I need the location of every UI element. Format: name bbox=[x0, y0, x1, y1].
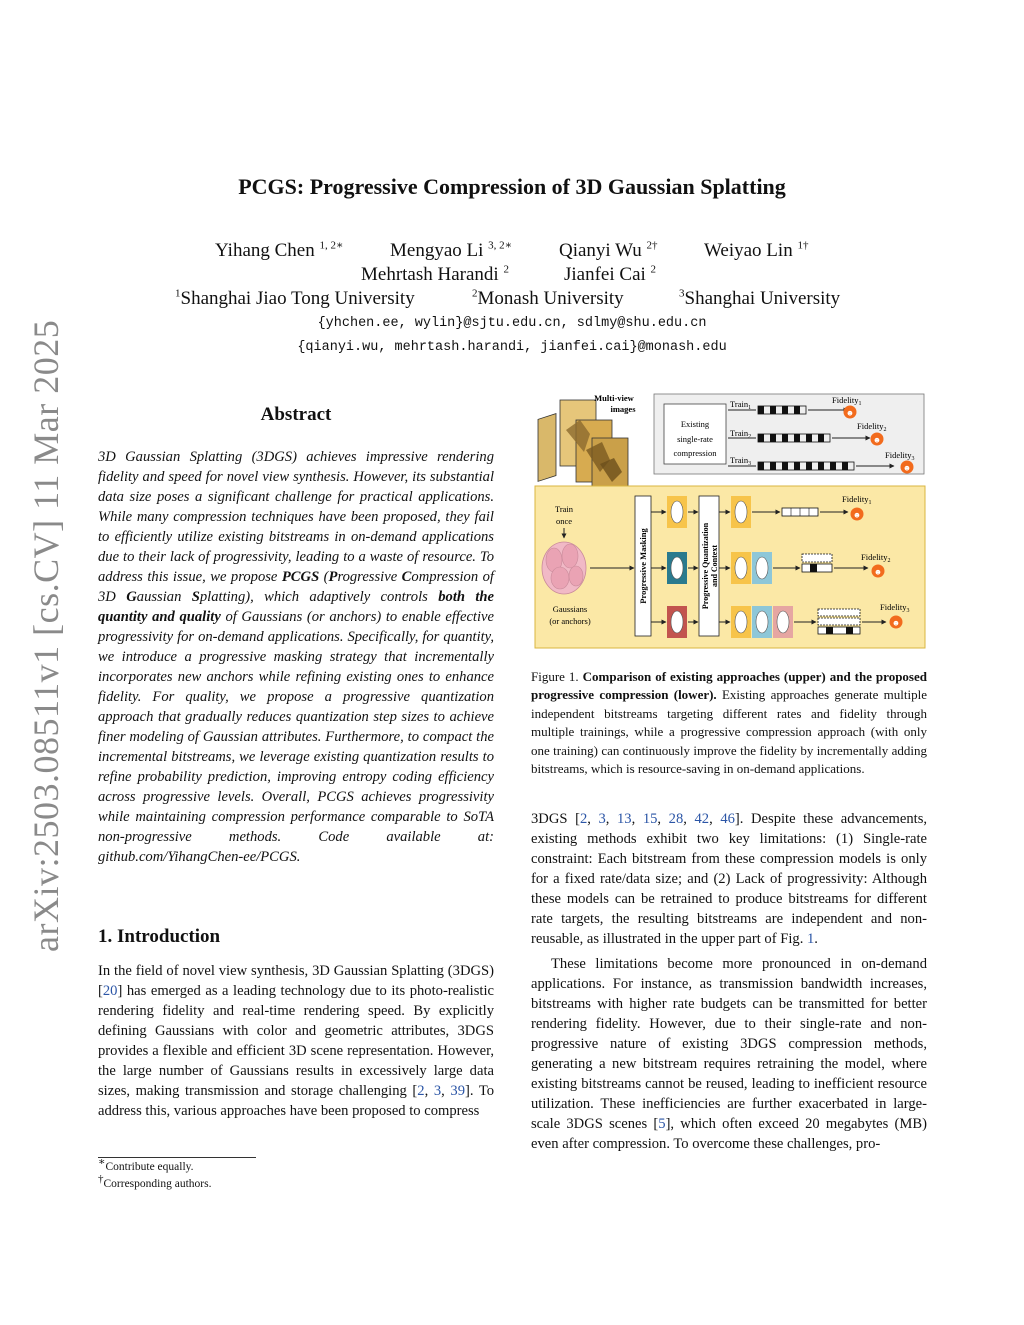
fig-lower-panel bbox=[535, 486, 925, 648]
author-qianyi-wu: Qianyi Wu $^{2\dagger}$ bbox=[559, 239, 658, 261]
citation-link[interactable]: 2 bbox=[417, 1083, 425, 1099]
introduction-body: In the field of novel view synthesis, 3D Gaussian Splatting (3DGS) [20] has emerged as a leading technology due to its photo-realistic rendering fidelity and real-time rendering speed. By explicitly defining Gaussians with color and geometric attributes, 3DGS provides a flexible and efficient 3D scene representation. However, the large number of Gaussians results in excessively large data sizes, making transmission and storage challenging [2, 3, 39]. To address this, various approaches have been proposed to compress bbox=[98, 963, 495, 1119]
fig-and-context-label: and Context bbox=[710, 544, 719, 588]
svg-text:Fidelity3: Fidelity$_3$ bbox=[880, 602, 910, 614]
svg-text:Fidelity2: Fidelity$_2$ bbox=[861, 552, 891, 564]
citation-link[interactable]: 5 bbox=[658, 1116, 666, 1132]
figure-1-caption: Figure 1. Comparison of existing approaches (upper) and the proposed progressive compression (lower). Existing approaches generate multiple independent bitstreams targeting different rates and fidelity through multiple trainings, while a progressive compression approach (with only one training) can continuously improve the fidelity by incrementally adding bitstreams, which is resource-saving in on-demand applications. bbox=[531, 669, 927, 777]
svg-text:Fidelity1: Fidelity$_1$ bbox=[842, 494, 872, 506]
citation-link[interactable]: 42 bbox=[694, 811, 710, 827]
citation-link[interactable]: 15 bbox=[642, 811, 658, 827]
email-line-2: {qianyi.wu, mehrtash.harandi, jianfei.cai}@monash.edu bbox=[297, 340, 727, 355]
affiliation-monash: $^2$Monash University bbox=[472, 287, 624, 309]
fig-gaussians-blob bbox=[542, 542, 586, 594]
citation-link[interactable]: 2 bbox=[579, 811, 588, 827]
figure-1-diagram bbox=[530, 390, 930, 652]
paper-title: PCGS: Progressive Compression of 3D Gaussian Splatting bbox=[238, 174, 786, 199]
footnote-corresponding: †Corresponding authors. bbox=[98, 1173, 212, 1190]
svg-text:Train1: Train$_1$ bbox=[730, 399, 752, 411]
fig-smiley-icon: ☻ bbox=[873, 567, 883, 577]
paragraph-limitations: 3DGS [2, 3, 13, 15, 28, 42, 46]. Despite these advancements, existing methods exhibit two key limitations: (1) Single-rate constraint: Each bitstream from these compression models is only for a fixed rate/data size; and (2) Lack of progressivity: Although these models can be retrained to produce bitstreams for different rate targets, the resulting bitstreams are independent and non-reusable, as illustrated in the upper part of Fig. 1. bbox=[531, 811, 928, 947]
fig-single-rate-label: single-rate bbox=[677, 434, 713, 444]
affiliation-shu: $^3$Shanghai University bbox=[679, 287, 841, 309]
author-jianfei-cai: Jianfei Cai $^2$ bbox=[564, 263, 657, 285]
footnote-rule bbox=[98, 1157, 256, 1158]
abstract-body: 3D Gaussian Splatting (3DGS) achieves impressive rendering fidelity and speed for novel view synthesis. However, its substantial data size poses a significant challenge for practical applications. While many compression techniques have been proposed, they fail to efficiently utilize existing bitstreams in on-demand applications due to their lack of progressivity, leading to a waste of resource. To address this issue, we propose PCGS (Progressive Compression of 3D Gaussian Splatting), which adaptively controls both the quantity and quality of Gaussians (or anchors) to enable effective progressivity for on-demand applications. Specifically, for quantity, we introduce a progressive masking strategy that incrementally incorporates new anchors while refining existing ones to enhance fidelity. For quality, we propose a progressive quantization approach that gradually reduces quantization step sizes to achieve finer modeling of Gaussian attributes. Furthermore, to compact the incremental bitstreams, we leverage existing quantization results to refine probability prediction, improving entropy coding efficiency across progressive levels. Overall, PCGS achieves progressivity while maintaining compression performance comparable to SoTA non-progressive methods. Code available at: github.com/YihangChen-ee/PCGS. bbox=[98, 449, 495, 865]
arxiv-identifier: arXiv:2503.08511v1 [cs.CV] 11 Mar 2025 bbox=[26, 319, 66, 952]
fig-smiley-icon: ☻ bbox=[872, 435, 882, 445]
author-mehrtash-harandi: Mehrtash Harandi $^2$ bbox=[361, 263, 509, 285]
fig-train-once-label: Train bbox=[554, 504, 574, 514]
abstract-heading: Abstract bbox=[260, 404, 332, 425]
author-mengyao-li: Mengyao Li $^{3, 2∗}$ bbox=[390, 239, 513, 261]
svg-text:Fidelity2: Fidelity$_2$ bbox=[857, 421, 887, 433]
figure-link[interactable]: 1 bbox=[807, 931, 815, 947]
fig-gaussians-label-2: (or anchors) bbox=[549, 616, 591, 626]
email-line-1: {yhchen.ee, wylin}@sjtu.edu.cn, sdlmy@shu.edu.cn bbox=[317, 316, 707, 331]
citation-link[interactable]: 3 bbox=[598, 811, 606, 827]
fig-gaussians-label: Gaussians bbox=[552, 604, 588, 614]
author-yihang-chen: Yihang Chen $^{1, 2∗}$ bbox=[215, 239, 344, 261]
citation-link[interactable]: 39 bbox=[450, 1083, 465, 1099]
svg-text:Train2: Train$_2$ bbox=[730, 428, 752, 440]
fig-train-once-label-2: once bbox=[555, 516, 573, 526]
svg-text:Train3: Train$_3$ bbox=[730, 455, 752, 467]
fig-existing-label: Existing bbox=[680, 419, 710, 429]
fig-compression-label: compression bbox=[673, 448, 717, 458]
citation-link[interactable]: 46 bbox=[720, 811, 735, 827]
fig-images-label: images bbox=[610, 404, 636, 414]
right-column-body bbox=[531, 809, 927, 1154]
affiliation-sjtu: $^1$Shanghai Jiao Tong University bbox=[175, 287, 415, 309]
fig-smiley-icon: ☻ bbox=[902, 463, 912, 473]
fig-smiley-icon: ☻ bbox=[891, 618, 901, 628]
footnote-equal-contribution: ∗Contribute equally. bbox=[98, 1156, 194, 1173]
svg-text:Fidelity1: Fidelity$_1$ bbox=[832, 395, 862, 407]
paragraph-on-demand: These limitations become more pronounced in on-demand applications. For instance, as transmission bandwidth increases, bitstreams with higher rate budgets can be transmitted for better rendering fidelity. However, due to their single-rate and non-progressive nature of existing 3DGS compression methods, generating a new bitstream requires retraining the model, where existing bitstreams cannot be reused, leading to inefficient resource utilization. These inefficiencies are further exacerbated in large-scale 3DGS scenes [5], which often exceed 20 megabytes (MB) even after compression. To overcome these challenges, pro- bbox=[531, 956, 927, 1152]
citation-link[interactable]: 3 bbox=[433, 1083, 442, 1099]
fig-masked-tiles bbox=[667, 496, 687, 638]
fig-progressive-quantization-label: Progressive Quantization bbox=[701, 522, 710, 610]
fig-smiley-icon: ☻ bbox=[852, 510, 862, 520]
citation-link[interactable]: 28 bbox=[668, 811, 684, 827]
author-weiyao-lin: Weiyao Lin $^{1\dagger}$ bbox=[704, 239, 809, 261]
fig-multi-view-label: Multi-view bbox=[594, 393, 634, 403]
section-heading-introduction: 1. Introduction bbox=[98, 926, 221, 947]
fig-progressive-masking-label: Progressive Masking bbox=[638, 528, 648, 604]
svg-text:Fidelity3: Fidelity$_3$ bbox=[885, 450, 915, 462]
fig-smiley-icon: ☻ bbox=[845, 408, 855, 418]
citation-link[interactable]: 20 bbox=[102, 983, 118, 999]
citation-link[interactable]: 13 bbox=[617, 811, 632, 827]
